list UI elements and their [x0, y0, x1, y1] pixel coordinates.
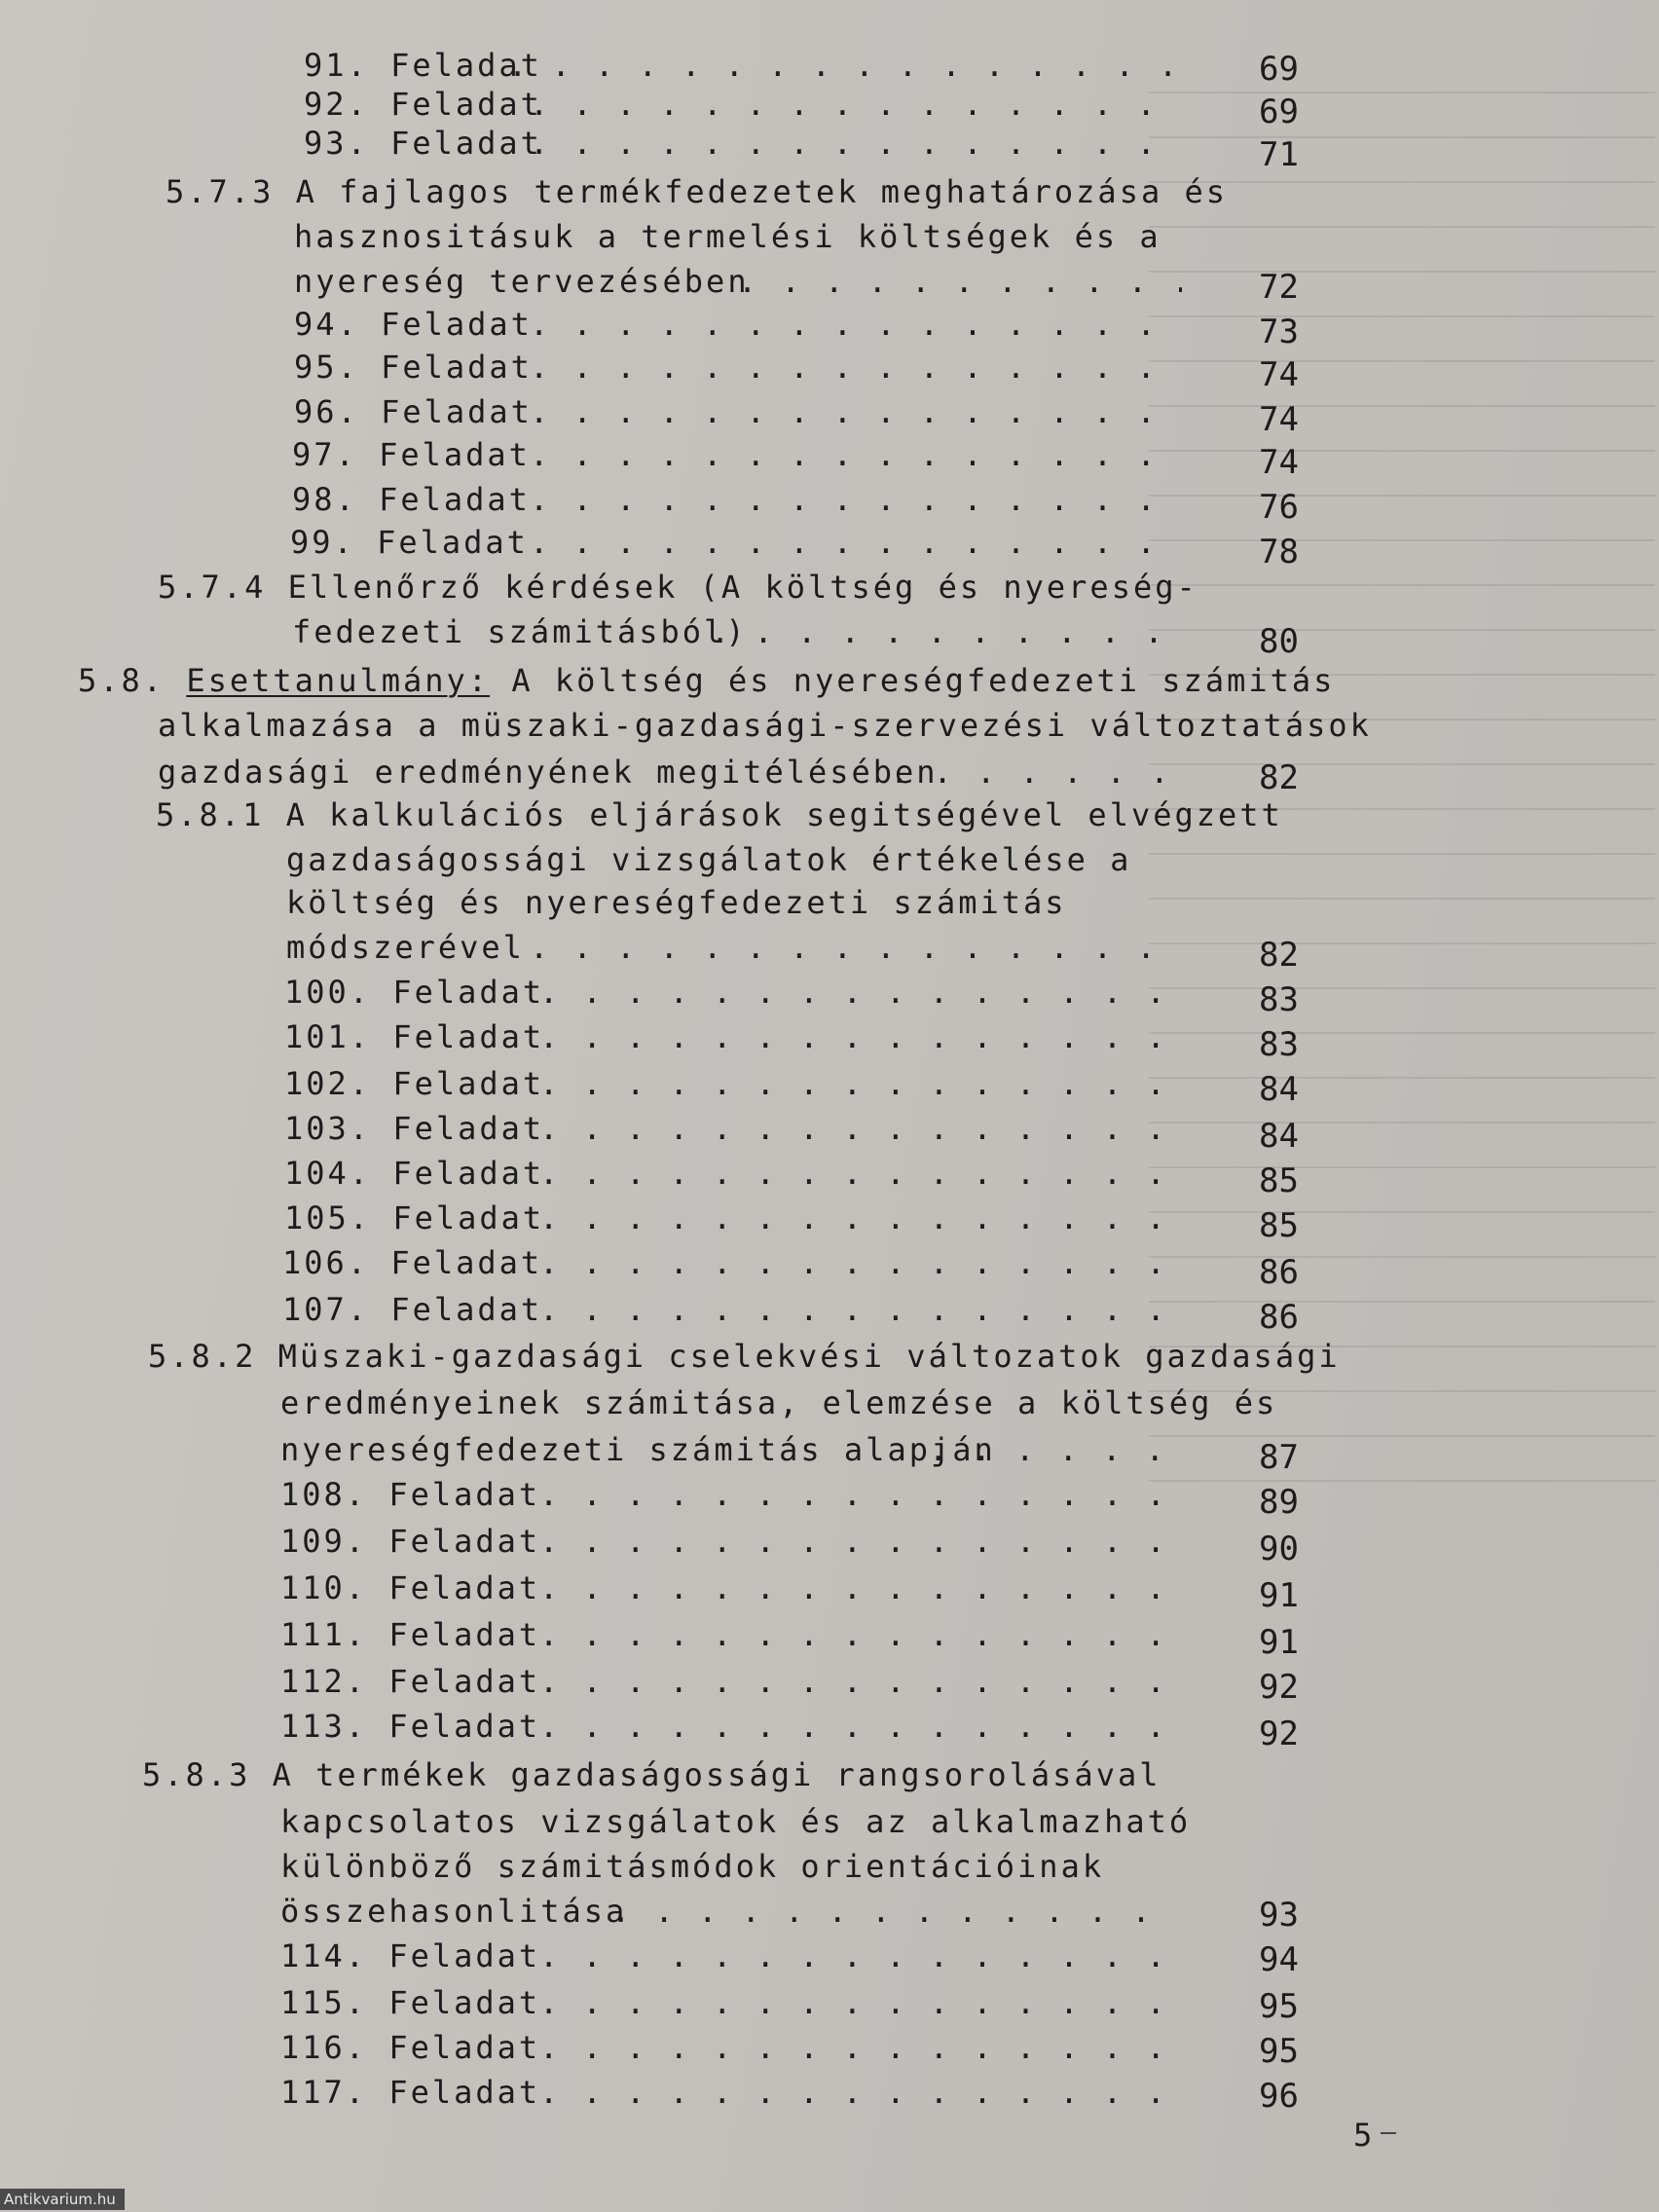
dot-leader: [539, 1612, 1182, 1657]
toc-section: [148, 1334, 1341, 1379]
toc-page: 74: [1259, 400, 1299, 439]
toc-section: [142, 1752, 1161, 1797]
toc-label: 112. Feladat: [280, 1663, 541, 1700]
toc-label: hasznositásuk a termelési költségek és a: [294, 218, 1161, 255]
toc-page: 85: [1259, 1206, 1299, 1245]
toc-label: 5.8.2 Müszaki-gazdasági cselekvési változatok gazdasági: [148, 1338, 1341, 1375]
toc-section: [158, 565, 1198, 609]
dot-leader: [539, 1704, 1182, 1749]
toc-entry: [282, 1240, 1182, 1285]
toc-page: 86: [1259, 1298, 1299, 1337]
toc-entry: [284, 1014, 1182, 1059]
toc-label: 116. Feladat: [280, 2029, 541, 2066]
toc-entry: [294, 259, 1182, 304]
dot-leader: [530, 302, 1182, 347]
toc-page: 80: [1259, 622, 1299, 661]
toc-page: 84: [1259, 1070, 1299, 1109]
toc-label: 109. Feladat: [280, 1523, 541, 1560]
toc-page: 82: [1259, 758, 1299, 797]
toc-label: 96. Feladat: [294, 393, 533, 430]
dot-leader: [539, 2025, 1182, 2070]
toc-section: [280, 1799, 1191, 1844]
dot-leader: [539, 1151, 1182, 1196]
toc-label: 93. Feladat: [304, 125, 542, 162]
toc-page: 74: [1259, 443, 1299, 482]
dot-leader: [539, 1106, 1182, 1151]
toc-page: 76: [1259, 488, 1299, 527]
toc-label: 92. Feladat: [304, 86, 542, 123]
toc-page: 83: [1259, 1025, 1299, 1064]
toc-label: 113. Feladat: [280, 1708, 541, 1745]
toc-label: 115. Feladat: [280, 1984, 541, 2021]
toc-page: 74: [1259, 355, 1299, 394]
toc-label: 111. Feladat: [280, 1616, 541, 1653]
dot-leader: [530, 432, 1182, 477]
toc-label: kapcsolatos vizsgálatok és az alkalmazható: [280, 1803, 1192, 1840]
toc-page: 71: [1259, 135, 1299, 174]
dot-leader: [539, 1980, 1182, 2025]
toc-page: 92: [1259, 1714, 1299, 1753]
toc-page: 84: [1259, 1117, 1299, 1156]
toc-label: 5.7.4 Ellenőrző kérdések (A költség és nyereség-: [158, 569, 1198, 606]
toc-label: 5.8.3 A termékek gazdaságossági rangsorolásával: [142, 1756, 1161, 1793]
toc-page: 94: [1259, 1940, 1299, 1979]
dot-leader: [539, 1472, 1182, 1517]
toc-label: költség és nyereségfedezeti számitás: [286, 884, 1067, 921]
toc-entry: [284, 970, 1182, 1014]
dot-leader: [539, 1240, 1182, 1285]
toc-label: nyereség tervezésében: [294, 263, 750, 300]
dot-leader: [611, 1889, 1182, 1934]
toc-label: 95. Feladat: [294, 349, 533, 386]
toc-entry: [280, 1889, 1182, 1934]
toc-page: 69: [1259, 50, 1299, 89]
dot-leader: [539, 1061, 1182, 1106]
toc-section: [286, 880, 1067, 925]
toc-label-underlined: Esettanulmány:: [186, 662, 491, 699]
dot-leader: [539, 1519, 1182, 1564]
toc-label: nyereségfedezeti számitás alapján: [280, 1431, 996, 1468]
toc-page: 91: [1259, 1623, 1299, 1662]
toc-label: 103. Feladat: [284, 1110, 545, 1147]
toc-entry: [292, 432, 1182, 477]
dot-leader: [539, 1659, 1182, 1704]
toc-entry: [284, 1061, 1182, 1106]
toc-section: [286, 837, 1131, 882]
toc-label: alkalmazása a müszaki-gazdasági-szervezési változtatások: [158, 707, 1372, 744]
toc-label: 117. Feladat: [280, 2074, 541, 2111]
toc-label: összehasonlitása: [280, 1893, 628, 1930]
toc-label: 108. Feladat: [280, 1476, 541, 1513]
toc-page: 78: [1259, 533, 1299, 571]
toc-page: 73: [1259, 313, 1299, 351]
toc-label: gazdasági eredményének megitélésében: [158, 754, 939, 791]
toc-entry: [158, 750, 1182, 794]
bleed-through-text: [1149, 58, 1655, 1519]
toc-entry: [284, 1196, 1182, 1240]
toc-label: fedezeti számitásból): [292, 613, 748, 650]
dot-leader: [530, 925, 1182, 970]
toc-entry: [280, 1566, 1182, 1610]
dot-leader: [539, 1934, 1182, 1978]
toc-label: 98. Feladat: [292, 481, 531, 518]
dot-leader: [711, 609, 1182, 654]
toc-label: 97. Feladat: [292, 436, 531, 473]
toc-label: gazdaságossági vizsgálatok értékelése a: [286, 841, 1132, 878]
toc-chapter: [158, 703, 1372, 748]
dot-leader: [539, 1566, 1182, 1610]
toc-label: 106. Feladat: [282, 1244, 543, 1281]
toc-entry: [282, 1287, 1182, 1332]
toc-entry: [280, 1519, 1182, 1564]
dot-leader: [530, 477, 1182, 522]
watermark-label: Antikvarium.hu: [0, 2189, 125, 2210]
toc-page: 95: [1259, 1987, 1299, 2026]
toc-entry: [280, 1704, 1182, 1749]
toc-label: A költség és nyereségfedezeti számitás: [490, 662, 1336, 699]
dot-leader: [539, 970, 1182, 1014]
dot-leader: [530, 345, 1182, 389]
toc-label: 100. Feladat: [284, 974, 545, 1011]
page-number: 5: [1353, 2117, 1373, 2154]
toc-page: 95: [1259, 2032, 1299, 2071]
dot-leader: [890, 750, 1182, 794]
toc-entry: [292, 477, 1182, 522]
toc-label: 5.7.3 A fajlagos termékfedezetek meghatározása és: [166, 173, 1229, 210]
toc-section: [156, 793, 1283, 837]
toc-label: különböző számitásmódok orientációinak: [280, 1848, 1105, 1885]
toc-label: 99. Feladat: [290, 524, 529, 561]
dot-leader: [539, 1014, 1182, 1059]
toc-label: 110. Feladat: [280, 1569, 541, 1606]
toc-label: módszerével: [286, 929, 525, 966]
toc-entry: [280, 1659, 1182, 1704]
dot-leader: [539, 1196, 1182, 1240]
dot-leader: [530, 121, 1182, 166]
dot-leader: [738, 259, 1182, 304]
toc-entry: [304, 121, 1182, 166]
toc-label: 107. Feladat: [282, 1291, 543, 1328]
toc-page: 72: [1259, 268, 1299, 307]
toc-entry: [292, 609, 1182, 654]
toc-page: 93: [1259, 1896, 1299, 1935]
toc-entry: [280, 1427, 1182, 1472]
toc-entry: [286, 925, 1182, 970]
toc-page: 87: [1259, 1438, 1299, 1477]
toc-page: 90: [1259, 1530, 1299, 1568]
toc-entry: [294, 345, 1182, 389]
toc-entry: [290, 520, 1182, 565]
toc-entry: [294, 389, 1182, 434]
toc-section: [280, 1381, 1277, 1425]
toc-label: 105. Feladat: [284, 1199, 545, 1236]
toc-section: [294, 214, 1161, 259]
toc-entry: [280, 1934, 1182, 1978]
toc-entry: [280, 1612, 1182, 1657]
dot-leader: [539, 2070, 1182, 2115]
toc-page: 96: [1259, 2077, 1299, 2116]
toc-entry: [284, 1106, 1182, 1151]
toc-label: 5.8.1 A kalkulációs eljárások segitségével elvégzett: [156, 796, 1283, 833]
toc-section: [280, 1844, 1104, 1889]
toc-page: 83: [1259, 980, 1299, 1019]
toc-label: 102. Feladat: [284, 1065, 545, 1102]
dot-leader: [539, 1287, 1182, 1332]
page-number-dash: [1381, 2132, 1396, 2134]
toc-label: 104. Feladat: [284, 1155, 545, 1192]
toc-entry: [280, 1472, 1182, 1517]
toc-section: [166, 169, 1228, 214]
toc-page: 89: [1259, 1483, 1299, 1522]
toc-number: 5.8.: [78, 662, 166, 699]
dot-leader: [530, 389, 1182, 434]
toc-page: 69: [1259, 92, 1299, 131]
toc-page: 85: [1259, 1161, 1299, 1200]
toc-page: 86: [1259, 1253, 1299, 1292]
toc-page: 82: [1259, 936, 1299, 975]
toc-entry: [294, 302, 1182, 347]
toc-entry: [284, 1151, 1182, 1196]
toc-label: eredményeinek számitása, elemzése a költség és: [280, 1384, 1278, 1421]
toc-entry: [280, 2070, 1182, 2115]
toc-label: 94. Feladat: [294, 306, 533, 343]
toc-page: 92: [1259, 1668, 1299, 1707]
dot-leader: [929, 1427, 1182, 1472]
toc-label: 91. Feladat: [304, 47, 542, 84]
toc-entry: [280, 2025, 1182, 2070]
toc-page: 91: [1259, 1576, 1299, 1615]
toc-label: 114. Feladat: [280, 1937, 541, 1974]
toc-label: 101. Feladat: [284, 1018, 545, 1055]
dot-leader: [530, 520, 1182, 565]
toc-entry: [280, 1980, 1182, 2025]
toc-chapter: [78, 658, 1335, 703]
